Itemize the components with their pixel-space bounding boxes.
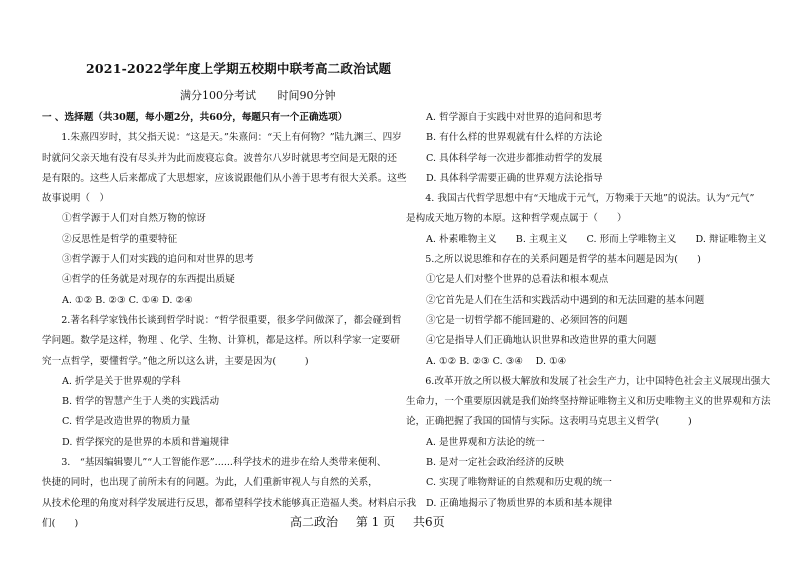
question-6-line: 6.改革开放之所以极大解放和发展了社会生产力，让中国特色社会主义展现出强大: [425, 375, 771, 387]
footer-page-number: 第 1 页: [355, 515, 396, 529]
statement-2: ②反思性是哲学的重要特征: [62, 233, 178, 245]
statement-4: ④它是指导人们正确地认识世界和改造世界的重大问题: [426, 335, 657, 347]
section-heading: 一 、选择题（共30题，每小题2分，共60分，每题只有一个正确选项）: [42, 112, 348, 123]
option-d: D. 哲学探究的是世界的本质和普遍规律: [62, 436, 229, 448]
footer-subject: 高二政治: [290, 515, 339, 529]
answer-options: A. ①② B. ②③ C. ①④ D. ②④: [62, 294, 193, 306]
option-a: A. 哲学源自于实践中对世界的追问和思考: [426, 112, 603, 123]
left-column: [42, 108, 417, 534]
question-6-line: 论，正确把握了我国的国情与实际。这表明马克思主义哲学( ): [406, 416, 692, 428]
score-info: 满分100分考试: [180, 89, 256, 102]
question-2-line: 究一点哲学，要懂哲学。”他之所以这么讲，主要是因为( ): [42, 355, 309, 367]
option-b: B. 哲学的智慧产生于人类的实践活动: [62, 396, 220, 408]
option-a: A. 折学是关于世界观的学科: [62, 375, 181, 387]
option-c: C. 哲学是改造世界的物质力量: [62, 416, 191, 428]
option-d: D. 具体科学需要正确的世界观方法论指导: [426, 172, 603, 184]
question-3-line: 从技术伦理的角度对科学发展进行反思，都希望科学技术能够真正造福人类。材料启示我: [42, 497, 417, 509]
exam-title: 2021-2022学年度上学期五校期中联考高二政治试题: [86, 61, 392, 76]
option-b: B. 是对一定社会政治经济的反映: [426, 457, 564, 469]
right-column: [406, 108, 771, 514]
answer-options: A. ①② B. ②③ C. ③④ D. ①④: [426, 355, 567, 367]
page-footer: [290, 513, 459, 530]
question-4-line: 4. 我国古代哲学思想中有“天地成于元气，万物乘于天地”的说法。认为“元气”: [425, 193, 755, 205]
question-3-line: 们( ): [42, 517, 79, 529]
question-1-line: 是有限的。这些人后来都成了大思想家，应该说跟他们从小善于思考有很大关系。这些: [42, 172, 407, 184]
question-5-line: 5.之所以说思维和存在的关系问题是哲学的基本问题是因为( ): [425, 254, 701, 266]
option-c: C. 实现了唯物辩证的自然观和历史观的统一: [426, 477, 612, 489]
question-1-line: 故事说明（ ）: [42, 193, 110, 205]
question-1-line: 1.朱熹四岁时，其父指天说：“这是天。”朱熹问：“天上有何物？”陆九渊三、四岁: [61, 132, 402, 144]
answer-options: A. 朴素唯物主义 B. 主观主义 C. 形而上学唯物主义 D. 辩证唯物主义: [426, 233, 767, 245]
option-a: A. 是世界观和方法论的统一: [426, 436, 545, 448]
question-3-line: 3. “基因编辑婴儿”“人工智能作恶”......科学技术的进步在给人类带来便利、: [61, 457, 387, 469]
statement-1: ①它是人们对整个世界的总看法和根本观点: [426, 274, 609, 286]
question-3-line: 快捷的同时，也出现了前所未有的问题。为此，人们重新审视人与自然的关系，: [42, 477, 378, 489]
footer-total-pages: 共6页: [412, 515, 445, 529]
statement-3: ③哲学源于人们对实践的追问和对世界的思考: [62, 254, 254, 266]
question-4-line: 是构成天地万物的本原。这种哲学观点属于（ ）: [406, 213, 627, 225]
exam-subtitle: [180, 87, 354, 103]
option-b: B. 有什么样的世界观就有什么样的方法论: [426, 132, 603, 144]
question-1-line: 时就问父亲天地有没有尽头并为此而废寝忘食。波普尔八岁时就思考空间是无限的还: [42, 152, 397, 164]
option-c: C. 具体科学每一次进步都推动哲学的发展: [426, 152, 603, 164]
question-2-line: 2.著名科学家钱伟长谈到哲学时说：“哲学很重要，很多学问做深了，都会碰到哲: [61, 314, 402, 326]
statement-3: ③它是一切哲学都不能回避的、必须回答的问题: [426, 314, 628, 326]
statement-2: ②它首先是人们在生活和实践活动中遇到的和无法回避的基本问题: [426, 294, 705, 306]
question-6-line: 生命力，一个重要原因就是我们始终坚持辩证唯物主义和历史唯物主义的世界观和方法: [406, 396, 771, 408]
option-d: D. 正确地揭示了物质世界的本质和基本规律: [426, 497, 613, 509]
question-2-line: 学问题。数学是这样，物理 、化学、生物、计算机，都是这样。所以科学家一定要研: [42, 335, 401, 347]
statement-4: ④哲学的任务就是对现存的东西提出质疑: [62, 274, 235, 286]
time-info: 时间90分钟: [277, 89, 336, 102]
statement-1: ①哲学源于人们对自然万物的惊讶: [62, 213, 206, 225]
